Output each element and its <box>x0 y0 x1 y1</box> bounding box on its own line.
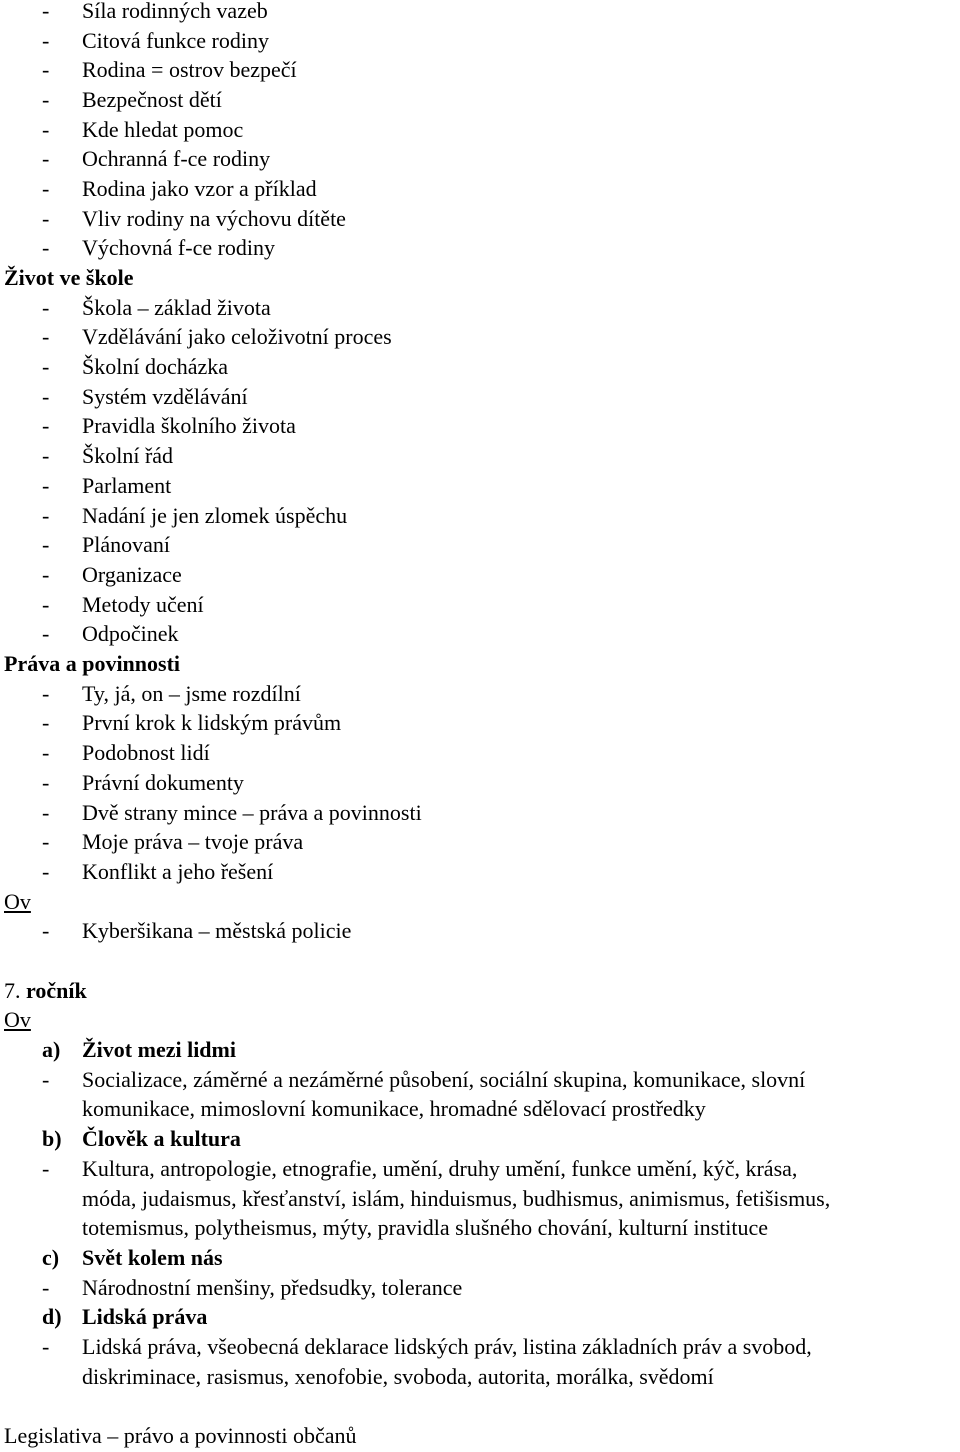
document-page: - Síla rodinných vazeb - Citová funkce rodiny - Rodina = ostrov bezpečí - Bezpečnost dětí - Kde hledat pomoc - Ochranná f-ce rodiny - Rodina jako vzor a příklad - Vliv rodiny na výchovu dítěte - Výchovná f-ce rodiny Život ve škole - Škola – základ života - Vzdělávání jako celoživotní proces - Školní docházka - Systém vzdělávání - Pravidla školního života - Školní řád - Parlament - Nadání je jen zlomek úspěchu - Plánovaní - Organizace - Metody učení - Odpočinek Práva a povinnosti - Ty, já, on – jsme rozdílní - První krok k lidským právům - Podobnost lidí - Právní dokumenty - Dvě strany mince – práva a povinnosti - Moje práva – tvoje práva - Konflikt a jeho řešení Ov - Kyberšikana – městská policie 7. ročník Ov a) Život mezi lidmi - Socializace, záměrné a nezáměrné působení, sociální skupina, komunikace, slovní komunikace, mimoslovní komunikace, hromadné sdělovací prostředky b) Člověk a kultura - Kultura, antropologie, etnografie, umění, druhy umění, funkce umění, kýč, krása, móda, judaismus, křesťanství, islám, hinduismus, budhismus, animismus, fetišismus, totemismus, polytheismus, mýty, pravidla slušného chování, kulturní instituce c) Svět kolem nás - Národnostní menšiny, předsudky, tolerance d) Lidská práva - Lidská práva, všeobecná deklarace lidských práv, listina základních práv a svobod, diskriminace, rasismus, xenofobie, svoboda, autorita, morálka, svědomí Legislativa – právo a povinnosti občanů <box>4 0 831 1448</box>
